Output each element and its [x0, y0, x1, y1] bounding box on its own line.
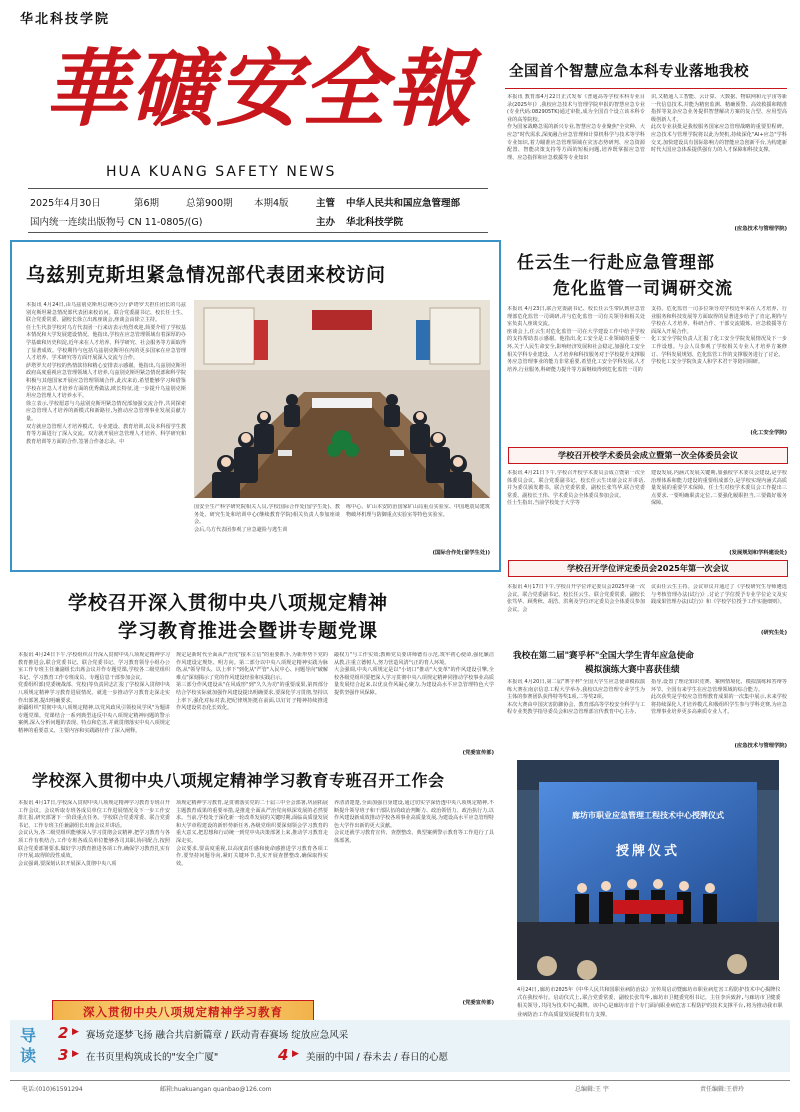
- guide-page3-arrow-icon: ▶: [72, 1049, 79, 1059]
- article-body-col2: 建设发展,内涵式发展关键期,加强校学术委员会建设,是学校治理体系和能力建设的重要组成部分,是学校实现内涵式高质量发展的重要学术保障。任士生对校学术委员会工作提出三点要求,一要明确职责定位,二要强化履职担当,三要做好服务保障。: [651, 470, 787, 507]
- article-smart-emergency: [505, 60, 790, 240]
- host-name: 华北科技学院: [346, 217, 404, 228]
- article-signature: (发展规划和学科建设处): [729, 550, 787, 556]
- guide-page3-number: 3: [58, 1046, 69, 1064]
- article-uzbek-visit: [10, 240, 501, 572]
- article-5-title-bar: [508, 560, 788, 577]
- article-competition: [505, 645, 790, 755]
- issue-date: 2025年4月30日: [30, 198, 101, 209]
- newspaper-title-en: HUA KUANG SAFETY NEWS: [106, 164, 337, 180]
- article-title-line1: 任云生一行赴应急管理部: [517, 253, 715, 273]
- issue-number: 第6期: [134, 198, 160, 209]
- article-body-col2: 项规定精神学习教育,是贯彻落实党的二十届三中全会部署,巩固拓展主题教育成果的重要举措,是推进全面从严治党向纵深发展的必然要求。当前,学校处于深化新一轮改革发展的关键时期,面临高质量发展和大学章程建设的新形势新任务,各级党组织要深刻领会学习教育的重大意义,把思想和行动统一到党中央决策部署上来,推动学习教育走深走实。 会议要求,要高度重视,以高度责任感和使命感推进学习教育各项工作,要坚持问题导向,紧盯关键环节,扎实开展查摆整改,确保取得实效。: [176, 800, 328, 867]
- footer-duty-editor: 责任编辑:王蓓玲: [700, 1086, 745, 1093]
- article-body-col1: 本报讯 4月24日,由乌兹别克斯坦总统办公厅萨塔罗夫担任团长的乌兹别克斯坦紧急情况部代表团来校访问。联合党委副书记、校长任士生、联合党委常委、副校长徐立出席座谈会,座谈会由徐立主持。 任士生代表学校对乌方代表团一行来访表示热烈欢迎,简要介绍了学校基本情况和大学发展建设情况。他指出,学校在应急管理领域有着深厚的办学基础和历史积淀,近年来在人才培养、科学研究、社会服务等方面取得了显著成效。学校期待与包括乌兹别克斯坦在内的更多国家在应急管理人才培养、学术研究等方面开展深入交流与合作。 萨塔罗夫对学校的热情款待和精心安排表示感谢。他指出,乌兹别克斯坦政府高度重视应急管理领域人才培养,乌兹别克斯坦紧急情况部和科学院积极与其他国家开展应急管理领域合作,此次来访,希望能够学习和借鉴学校在应急人才培养方面的优秀做法,欧长特征,进一步提升乌兹别克斯坦应急管理人才培养水平。 徐立表示,学校愿意与乌兹别克斯坦紧急情况部加强交流合作,共同探索应急管理人才培养的新模式和新路径,为推动应急管理事业发展贡献力量。 双方就应急管理人才培养模式、专业建设、教育培训,以及本科留学生教育等方面进行了深入交流。双方就开展应急管理人才培养、科学研究和教育培训等方面的合作,签署合作备忘录。中: [26, 302, 186, 445]
- article-body-col1: 本报讯 4月21日下午,学校召开校学术委员会成立暨第一次全体委员会议。联合党委副书记、校长任云生出席会议并讲话,并为委员颁发聘书。联合党委常委、副校长张笃华,联合党委常委、副校长王伟、学术委员会全体委员参加会议。 任士生指出,当前学校处于大学等: [507, 470, 645, 507]
- article-title: 学校召开校学术委员会成立暨第一次全体委员会议: [557, 450, 739, 460]
- pages-count: 本期4版: [254, 198, 289, 209]
- article-hazchem-visit: [505, 244, 790, 444]
- article-signature: (党委宣传部): [462, 1000, 494, 1006]
- screen-title: 廊坊市职业应急管理工程技术中心授牌仪式: [572, 811, 724, 820]
- article-signature: (应急技术与管理学院): [734, 226, 787, 232]
- article-body-col2: 规定是新时代全面从严治党"接本立信"的重要抓手,为新形势下党的作风建设定规矩、明方向。第二部分以中央八项规定精神实践为脉络,从"领导带头、以上率下"到化从"严管"入民中心、问题导向"破解难点"深刻揭示了党的作风建设经验和实践启示。 第三部分作风建设从"在风成形"到"久久为功"的重要成果,第四部分结合学校实际就加强作风建设提出明确要求,要深化学习贯彻,坚持以上率下,强化对标对表,把纪律规矩挺在前面,以钉钉子精神持续推进作风建设常态化长效化。: [176, 652, 328, 712]
- host-label: 主办: [316, 217, 336, 228]
- article-title: 学校深入贯彻中央八项规定精神学习教育专班召开工作会: [32, 771, 445, 790]
- meeting-photo: [194, 300, 490, 498]
- article-signature: (化工安全学院): [750, 430, 787, 436]
- article-title-line2: 危化监管一司调研交流: [553, 279, 733, 299]
- article-body-col3: 养清清楚楚,全面加强自身建设,通过切实学深悟透中央八项规定精神,不断提升领导班子和干部队伍的政治判断力、政治领悟力、政治执行力,以作风建设新成效推动学校各项事业高质量发展,为建设高水平应急管理特色大学作出新的更大贡献。 会议还就学习教育宣传、查摆整改、典型案例警示教育等工作进行了具体部署。: [334, 800, 494, 844]
- guide-label: 导读: [20, 1026, 37, 1065]
- guide-page4-arrow-icon: ▶: [292, 1049, 299, 1059]
- article-body-col2: 指导,设置了理论知识竞赛、案例情境化、模拟演练和答辩等环节。全国有来学生在应急管理领域的综合能力。 此次获奖是学校应急管理教育成果的一次集中展示,未来学校将持续深化人才培养模式,积极组织学生参与学科竞赛,为应急管理事业培养更多高素质专业人才。: [651, 679, 787, 716]
- guide-page4-number: 4: [278, 1046, 289, 1064]
- sponsor-label: 主管: [316, 198, 336, 209]
- article-body-col1: 本报讯 4月24日下午,学校组织召开深入贯彻中央八项规定精神学习教育推进会,联合党委书记、联合党委书记、学习教育领导小组办公室工作专班主任兼副组长出席会议并作专题党课,学校各二级党组织书记、学习教育工作专班成员、专题信息干部参加会议。 党委组织部(党委统战部、党校)等负责同志汇报了学校深入贯彻中央八项规定精神学习教育进展情况。就进一步推动学习教育走深走实作出部署,提出明确要求。 新疆组织"贯彻中央八项规定精神,以党风政风引领校风学风"为题讲专题党课。党课结合一系列典型违反中央八项规定精神问题的警示案例,深入分析问题的表现、特点和危害,并就贯彻落实中央八项规定精神的重要意义、主要内容和实践路径作了深入阐释。: [18, 652, 170, 734]
- article-4-title-bar: [508, 447, 788, 464]
- article-title-line1: 我校在第二届"赛乎杯"全国大学生青年应急使命: [513, 651, 694, 661]
- newspaper-title: 華礦安全報: [44, 39, 475, 138]
- article-title: 全国首个智慧应急本科专业落地我校: [509, 64, 749, 80]
- article-work-group-meeting: [10, 764, 501, 1018]
- article-body-col3: 敲权力"与工作实效;教师党员要讲师德有示范,筑牢初心使命,强化廉洁从教,注重立德树人,努力营造风清气正的育人环境。 大会强调,中央八项规定是以"小切口"推动"大变革"的作风建设引擎,全校各级党组织要把深入学习贯彻中央八项规定精神同推动学校事业高质量发展结合起来,以优良作风凝心聚力,为建设高水平应急管理特色大学提供坚强作风保障。: [334, 652, 494, 696]
- article-body-col2: 支持。危化监管一司多位领导对学校近年来在人才培养、行业服务和科技发展等方面取得的显著进步给予了肯定,期待与学校在人才培养、科研合作、干部交流锻炼、应急救援等方面深入开展合作。 化工安全学院负责人汇报了化工安全学院发展情况及下一步工作设想。与会人员参观了学校相关专业人才培养方案修订、学科发展规划、危化监管工作的支撑服务进行了讨论。 学校化工安全学院负责人和学术君干等陪同调研。: [651, 306, 787, 366]
- article-signature: (国际合作处(留学生处)): [432, 550, 490, 556]
- article-title: 乌兹别克斯坦紧急情况部代表团来校访问: [26, 264, 387, 286]
- ceremony-photo: [517, 760, 779, 980]
- footer: [0, 1080, 800, 1112]
- screen-subtitle: 授牌仪式: [615, 844, 680, 859]
- article-body-col2: 国安全生产科学研究院相关人员,学校国际合作处(留学生处)、教务处、研究生处和培训中心(继续教育学院)相关负责人参加座谈会。 会后,乌方代表团参观了应急避险与逃生训: [194, 504, 340, 533]
- article-academic-committee: [505, 468, 790, 558]
- guide-page4-items[interactable]: 美丽的中国 / 春未去 / 春日的心愿: [306, 1052, 448, 1063]
- photo-caption: 4月24日,廊坊市2025年《中华人民共和国职业病防治法》宣传周启动暨廊坊市职业病危害工程防护技术中心揭牌仪式在我校举行。启动仪式上,联合党委常委、副校长张笃华,廊坊市卫健委党组书记、主任李兵致辞,与廊坊市卫健委相关领导,共同为技术中心揭牌。该中心是廊坊市首个专门面向职业病危害工程防护的技术支撑平台,将为推动我市职业病防治工作高质量发展提供有力支撑。: [517, 987, 783, 1018]
- article-eight-rules-meeting: [10, 578, 501, 758]
- guide-page3-items[interactable]: 在书页里构筑成长的"安全广厦": [86, 1052, 219, 1063]
- ceremony-illustration: [517, 760, 779, 980]
- total-issue: 总第900期: [186, 198, 233, 209]
- article-signature: (应急技术与管理学院): [734, 743, 787, 749]
- article-title-line1: 学校召开深入贯彻中央八项规定精神: [68, 592, 389, 614]
- school-name: 华北科技学院: [20, 12, 111, 27]
- sponsor-name: 中华人民共和国应急管理部: [346, 198, 461, 209]
- cn-number: 国内统一连续出版物号 CN 11-0805/(G): [30, 217, 203, 228]
- footer-phone: 电话:(010)61591294: [22, 1086, 83, 1093]
- meeting-room-illustration: [194, 300, 490, 498]
- guide-page2-number: 2: [58, 1024, 69, 1042]
- study-banner-text: 深入贯彻中央八项规定精神学习教育: [83, 1005, 283, 1019]
- article-body-col3: 练中心、矿山本安防治国家矿山局重点实验室、中国地震局建筑物破坏机理与防御重点实验室等特色实验室。: [346, 504, 490, 518]
- article-body-col1: 本报讯 4月23日,联合党委副书记、校长任云生带队到应急管理部危化监管一司调研,并与危化监管一司有关领导和相关处室负责人座谈交流。 座谈会上,任云生对危化监管一司在大学建设工作中给予学校的支持帮助表示感谢。他指出,化工安全是工业领域的重要一环,关于人民生命安全,影响经济发展和社会稳定,加强化工安全相关学科专业建设、人才培养和科技服务对于学校提升支撑服务应急管理事业的能力非常重要,希望化工安全学科发展,人才培养,行业服务,科研能力提升等方面继续得到危化监管一司的: [507, 306, 645, 373]
- guide-box: [10, 1020, 790, 1072]
- article-degree-committee: [505, 582, 790, 640]
- masthead: [14, 6, 494, 244]
- article-title: 学校召开学位评定委员会2025年第一次会议: [567, 563, 729, 573]
- article-body-col2: 议由任云生主持。会议审议并通过了《学校研究生导师遴选与考核管理办法(试行)》,讨论了学位授予专业学位论文及实践成果管理办法(试行)》和《学校学位授予工作实施细则》。: [651, 584, 787, 606]
- article-body-col2: 识,又精通人工智能、云计算、大数据、物联网和元宇宙等新一代信息技术,并能为精密监测、精确预警、高效救援和精准指挥等复杂应急业务提供智慧解决方案的复合型、应用型高级创新人才。 此次专业获批是我校服务国家应急管理战略的重要里程碑。应急技术与管理学院将以此为契机,持续深化"AI+应急"学科交叉,加快建设具有国际影响力的智能应急创新平台,为构建新时代大国应急体系提供强有力的人才保障和科技支撑。: [651, 94, 787, 154]
- article-title-line2: 学习教育推进会暨讲专题党课: [118, 620, 379, 642]
- article-signature: (研究生处): [760, 630, 787, 636]
- article-body-col1: 本报讯 4月17日,学校深入贯彻中央八项规定精神学习教育专班召开工作会议。会议听取专班各成员单位工作进展情况及下一步工作安排汇报,研究部署下一阶段重点任务。学校联合党委常委、联合党委书记、工作专班主任兼副组长出席会议并讲话。 会议认为,各二级党组织能够深入学习贯彻会议精神,把学习教育与各项工作有机结合,工作专班各成员单位能够各司其职,协同配合,按照联合党委部署要求,做好学习教育推进各项工作,确保学习教育扎实有序开展,取得阶段性成效。 会议强调,要深刻认识开展深入贯彻中央八项: [18, 800, 170, 867]
- footer-email[interactable]: 邮箱:huakuangan quanbao@126.com: [160, 1086, 272, 1093]
- article-title-line2: 模拟演练大赛中喜获佳绩: [585, 665, 680, 675]
- article-signature: (党委宣传部): [462, 750, 494, 756]
- guide-page2-arrow-icon: ▶: [72, 1027, 79, 1037]
- article-body-col1: 本报讯 教育部4月22日正式发布《普通高等学校本科专业目录(2025年)》,我校应急技术与管理学院申报的智慧应急专业(专业代码:082905TK)通过审批,成为全国首个设立该本科专业的高等院校。 作为国家战略急需的新兴专业,智慧应急专业聚焦"全灾种、大应急"时代需求,深度融合应急管理和计算机科学与技术等学科专业知识,着力瞄准应急管理领域在灾害态势研判、应急资源配置、智能决策支持等方面的短板问题,培养既掌握应急管理、应急指挥和应急救援等专业知识: [507, 94, 645, 161]
- article-body-col1: 本报讯 4月20日,第二届"赛乎杯"全国大学生应急使命模拟演练大赛在南京信息工程大学举办,我校以应急管理专业学生为主体的参赛团队获得特等奖1项,二等奖2项。 本次大赛由中国灾害防御协会、教育部高等学校安全科学与工程专业类教学指导委员会和应急管理部宣传教育中心主办,: [507, 679, 645, 716]
- footer-chief-editor: 总编辑:王 宇: [575, 1086, 609, 1093]
- article-body-col1: 本报讯 4月17日下午,学校召开学位评定委员会2025年第一次会议。联合党委副书记、校长任云生、联合党委常委、副校长张笃华、顾秀秋、胡浩、洪利及学位评定委员会全体委员参加会议。会: [507, 584, 645, 613]
- guide-page2-items[interactable]: 赛场竞逐梦飞扬 融合共启新篇章 / 跃动青春赛场 绽放应急风采: [86, 1030, 349, 1041]
